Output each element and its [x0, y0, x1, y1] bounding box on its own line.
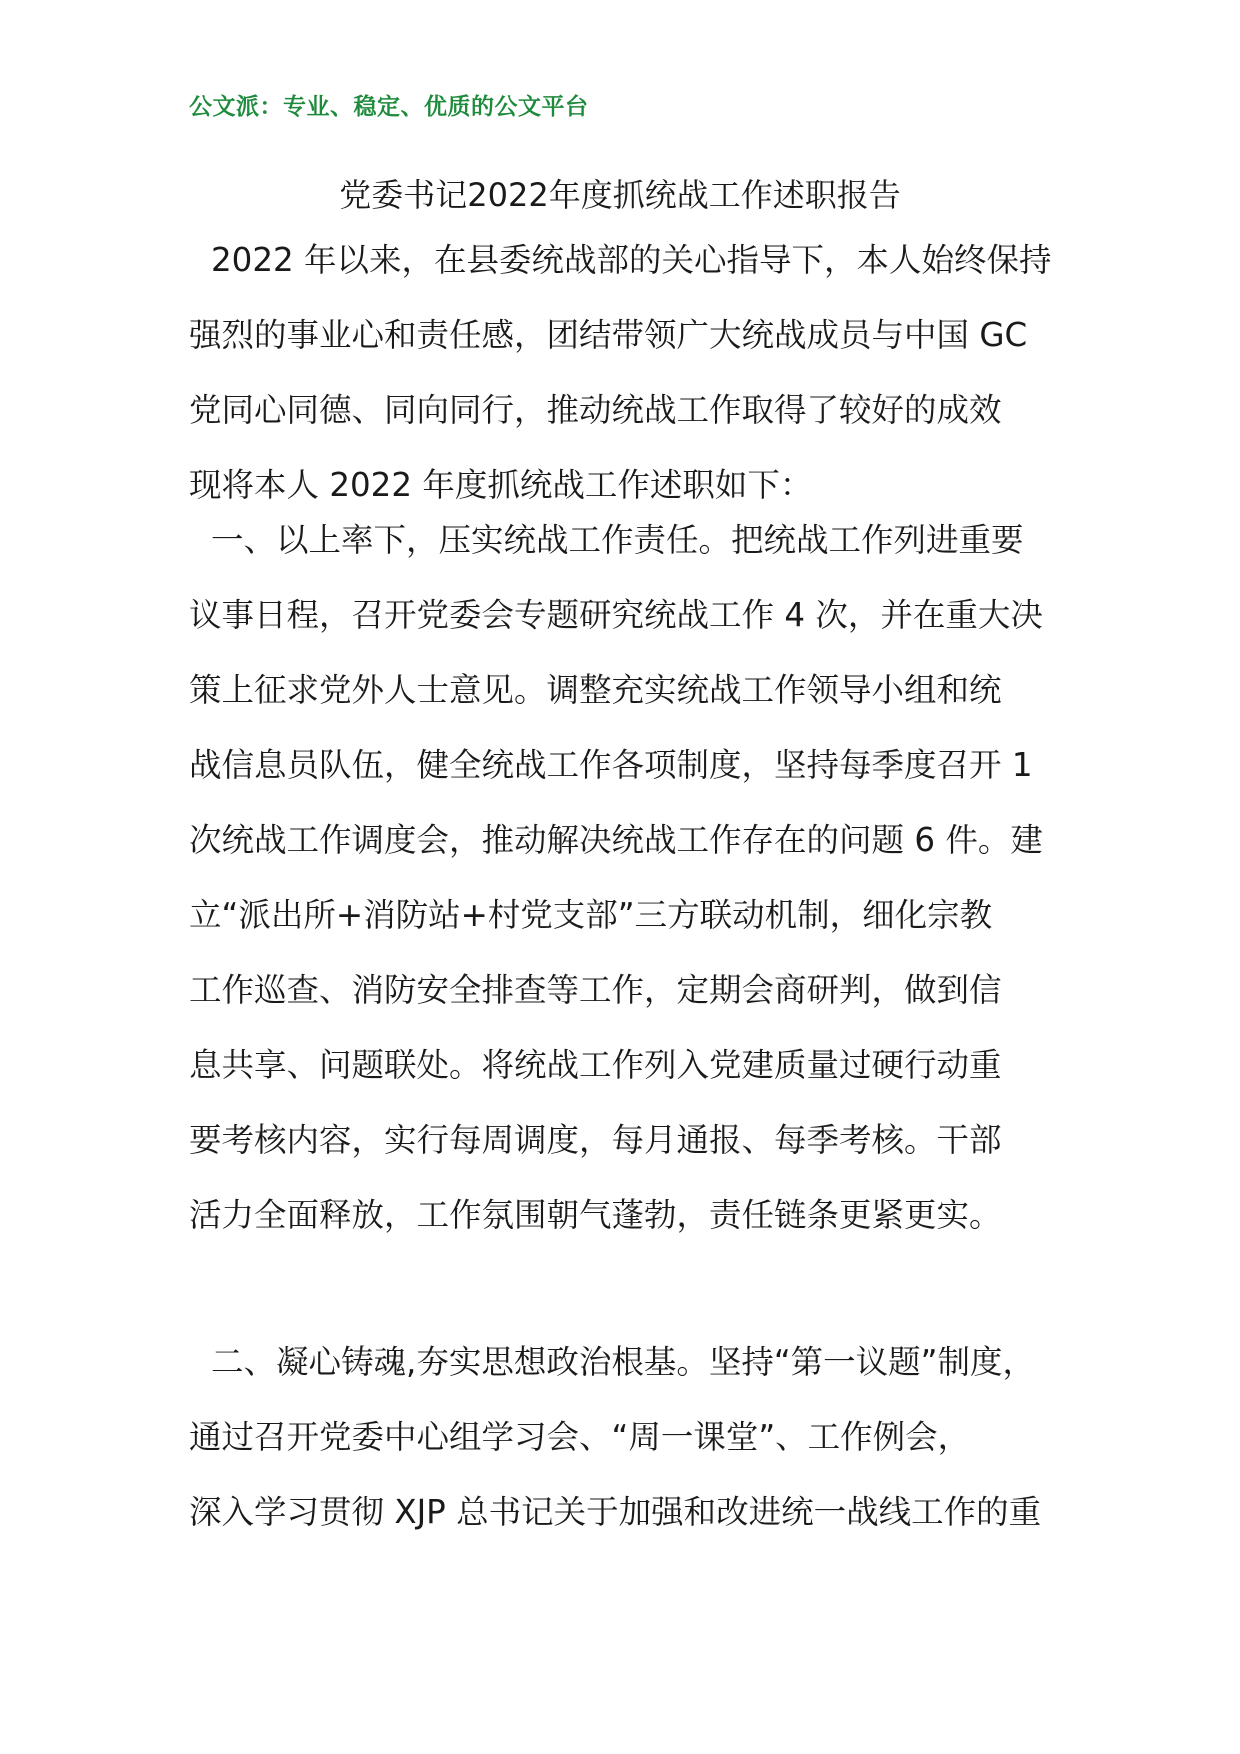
paragraph-line: 一、以上率下，压实统战工作责任。把统战工作列进重要 — [211, 521, 1024, 559]
paragraph-line: 通过召开党委中心组学习会、“周一课堂”、工作例会， — [189, 1418, 971, 1456]
paragraph-line: 要考核内容，实行每周调度，每月通报、每季考核。干部 — [189, 1121, 1002, 1159]
paragraph-line: 次统战工作调度会，推动解决统战工作存在的问题 6 件。建 — [189, 821, 1043, 859]
paragraph-intro — [189, 223, 1052, 523]
paragraph-line: 二、凝心铸魂,夯实思想政治根基。坚持“第一议题”制度， — [211, 1343, 1036, 1381]
paragraph-line: 强烈的事业心和责任感，团结带领广大统战成员与中国 GC — [189, 316, 1028, 354]
site-slogan: 公文派：专业、稳定、优质的公文平台 — [189, 94, 589, 120]
paragraph-line: 工作巡查、消防安全排查等工作，定期会商研判，做到信 — [189, 971, 1002, 1009]
paragraph-section-two — [189, 1325, 1041, 1550]
paragraph-line: 息共享、问题联处。将统战工作列入党建质量过硬行动重 — [189, 1046, 1002, 1084]
document-title: 党委书记2022年度抓统战工作述职报告 — [339, 176, 901, 214]
paragraph-line: 立“派出所+消防站+村党支部”三方联动机制，细化宗教 — [189, 896, 993, 934]
paragraph-line: 深入学习贯彻 XJP 总书记关于加强和改进统一战线工作的重 — [189, 1493, 1042, 1531]
paragraph-line: 党同心同德、同向同行，推动统战工作取得了较好的成效 — [189, 391, 1002, 429]
paragraph-line: 议事日程，召开党委会专题研究统战工作 4 次，并在重大决 — [189, 596, 1043, 634]
paragraph-line: 活力全面释放，工作氛围朝气蓬勃，责任链条更紧更实。 — [189, 1196, 1002, 1234]
paragraph-line: 2022 年以来，在县委统战部的关心指导下，本人始终保持 — [211, 241, 1052, 279]
paragraph-section-one — [189, 503, 1043, 1253]
paragraph-line: 策上征求党外人士意见。调整充实统战工作领导小组和统 — [189, 671, 1002, 709]
paragraph-line: 战信息员队伍，健全统战工作各项制度，坚持每季度召开 1 — [189, 746, 1033, 784]
paragraph-line: 现将本人 2022 年度抓统战工作述职如下： — [189, 466, 813, 504]
